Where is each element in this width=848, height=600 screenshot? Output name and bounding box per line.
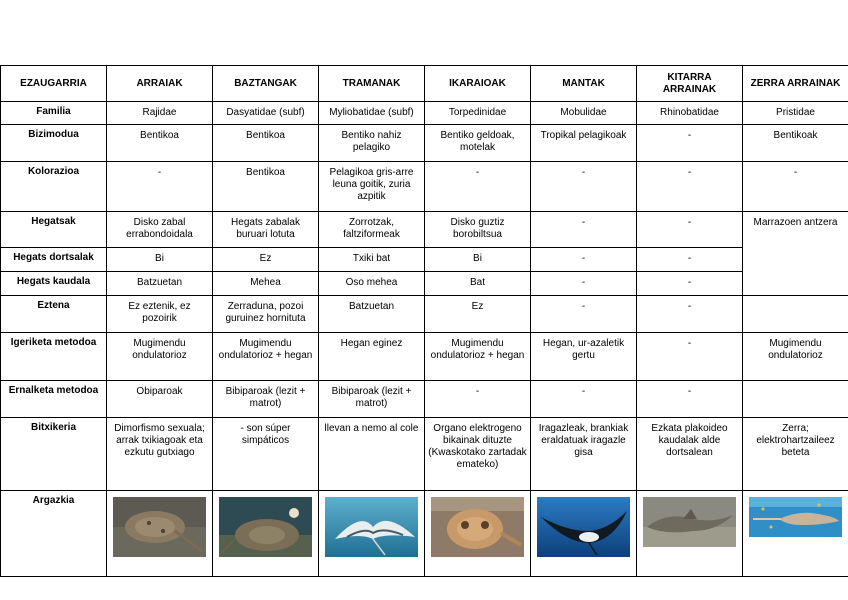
rays-comparison-table — [0, 65, 848, 577]
table-cell: Mehea — [213, 272, 319, 296]
table-cell: Bentikoa — [213, 162, 319, 212]
table-cell: - — [637, 162, 743, 212]
table-cell: - — [637, 125, 743, 162]
table-cell: Myliobatidae (subf) — [319, 102, 425, 125]
table-cell: Txiki bat — [319, 248, 425, 272]
header-row — [1, 66, 848, 102]
table-cell: Hegats zabalak buruari lotuta — [213, 212, 319, 248]
table-cell: Bi — [107, 248, 213, 272]
table-row — [1, 248, 848, 272]
table-cell: Disko zabal errabondoidala — [107, 212, 213, 248]
table-cell: Zerraduna, pozoi guruinez hornituta — [213, 296, 319, 333]
table-row — [1, 102, 848, 125]
table-cell: Ezkata plakoideo kaudalak alde dortsalean — [637, 418, 743, 491]
photo-cell — [107, 491, 213, 577]
table-cell: Mugimendu ondulatorioz + hegan — [425, 333, 531, 381]
table-cell: Bibiparoak (lezit + matrot) — [213, 381, 319, 418]
header-cell: EZAUGARRIA — [1, 66, 107, 102]
table-cell: Dimorfismo sexuala; arrak txikiagoak eta ezkutu gutxiago — [107, 418, 213, 491]
table-cell: - — [531, 381, 637, 418]
table-cell: Mobulidae — [531, 102, 637, 125]
table-cell: - — [531, 162, 637, 212]
row-label: Bitxikeria — [1, 418, 107, 491]
table-cell: Hegan, ur-azaletik gertu — [531, 333, 637, 381]
header-cell: TRAMANAK — [319, 66, 425, 102]
table-cell: llevan a nemo al cole — [319, 418, 425, 491]
row-label: Bizimodua — [1, 125, 107, 162]
table-cell: Mugimendu ondulatorioz — [743, 333, 848, 381]
table-cell: Disko guztiz borobiltsua — [425, 212, 531, 248]
table-cell: Oso mehea — [319, 272, 425, 296]
table-cell: - — [531, 296, 637, 333]
table-cell: Batzuetan — [107, 272, 213, 296]
header-cell: KITARRA ARRAINAK — [637, 66, 743, 102]
table-cell: Rajidae — [107, 102, 213, 125]
guitarfish-photo — [643, 497, 736, 547]
table-cell: - — [425, 381, 531, 418]
table-cell: - — [425, 162, 531, 212]
table-cell: Mugimendu ondulatorioz — [107, 333, 213, 381]
row-label: Eztena — [1, 296, 107, 333]
photo-cell — [743, 491, 848, 577]
table-cell — [743, 381, 848, 418]
table-cell: Organo elektrogeno bikainak dituzte (Kwaskotako zartadak emateko) — [425, 418, 531, 491]
table-cell: Bentikoa — [213, 125, 319, 162]
table-row — [1, 418, 848, 491]
photo-cell — [425, 491, 531, 577]
torpedo-ray-photo — [431, 497, 524, 557]
row-label: Hegats dortsalak — [1, 248, 107, 272]
table-cell: - — [637, 212, 743, 248]
row-label: Hegatsak — [1, 212, 107, 248]
table-cell: Zorrotzak, faltziformeak — [319, 212, 425, 248]
table-cell: Marrazoen antzera — [743, 212, 848, 296]
table-cell: - — [107, 162, 213, 212]
table-row — [1, 333, 848, 381]
table-row — [1, 272, 848, 296]
table-cell: Ez — [425, 296, 531, 333]
table-row — [1, 381, 848, 418]
header-cell: IKARAIOAK — [425, 66, 531, 102]
table-cell: Zerra; elektrohartzaileez beteta — [743, 418, 848, 491]
table-cell: Bentikoa — [107, 125, 213, 162]
table-cell: Torpedinidae — [425, 102, 531, 125]
table-cell: Bi — [425, 248, 531, 272]
table-cell: Dasyatidae (subf) — [213, 102, 319, 125]
row-label: Igeriketa metodoa — [1, 333, 107, 381]
sawfish-photo — [749, 497, 842, 537]
table-cell: Bibiparoak (lezit + matrot) — [319, 381, 425, 418]
table-cell: - — [743, 162, 848, 212]
table-row — [1, 296, 848, 333]
table-row — [1, 125, 848, 162]
row-label: Kolorazioa — [1, 162, 107, 212]
row-label: Familia — [1, 102, 107, 125]
table-cell: - son súper simpáticos — [213, 418, 319, 491]
table-cell: Iragazleak, brankiak eraldatuak iragazle gisa — [531, 418, 637, 491]
table-cell: Tropikal pelagikoak — [531, 125, 637, 162]
table-cell: Bentiko geldoak, motelak — [425, 125, 531, 162]
table-cell: Pelagikoa gris-arre leuna goitik, zuria azpitik — [319, 162, 425, 212]
table-cell: - — [637, 296, 743, 333]
table-cell: Bat — [425, 272, 531, 296]
table-cell: - — [637, 333, 743, 381]
eagle-ray-photo — [325, 497, 418, 557]
table-cell: Hegan eginez — [319, 333, 425, 381]
skate-photo — [113, 497, 206, 557]
table-cell: - — [531, 212, 637, 248]
table-cell: Ez eztenik, ez pozoirik — [107, 296, 213, 333]
header-cell: MANTAK — [531, 66, 637, 102]
row-label: Ernalketa metodoa — [1, 381, 107, 418]
table-cell: - — [531, 248, 637, 272]
header-cell: ARRAIAK — [107, 66, 213, 102]
table-cell: Pristidae — [743, 102, 848, 125]
photo-cell — [637, 491, 743, 577]
header-cell: ZERRA ARRAINAK — [743, 66, 848, 102]
table-cell: Bentikoak — [743, 125, 848, 162]
header-cell: BAZTANGAK — [213, 66, 319, 102]
table-cell — [743, 296, 848, 333]
photo-cell — [319, 491, 425, 577]
table-cell: Mugimendu ondulatorioz + hegan — [213, 333, 319, 381]
table-row — [1, 491, 848, 577]
table-cell: - — [637, 248, 743, 272]
table-cell: Rhinobatidae — [637, 102, 743, 125]
table-cell: Ez — [213, 248, 319, 272]
table-row — [1, 162, 848, 212]
row-label: Hegats kaudala — [1, 272, 107, 296]
table-cell: - — [531, 272, 637, 296]
table-row — [1, 212, 848, 248]
table-cell: Batzuetan — [319, 296, 425, 333]
manta-photo — [537, 497, 630, 557]
stingray-photo — [219, 497, 312, 557]
table-cell: Bentiko nahiz pelagiko — [319, 125, 425, 162]
table-cell: Obiparoak — [107, 381, 213, 418]
table-cell: - — [637, 272, 743, 296]
row-label: Argazkia — [1, 491, 107, 577]
photo-cell — [531, 491, 637, 577]
photo-cell — [213, 491, 319, 577]
table-cell: - — [637, 381, 743, 418]
